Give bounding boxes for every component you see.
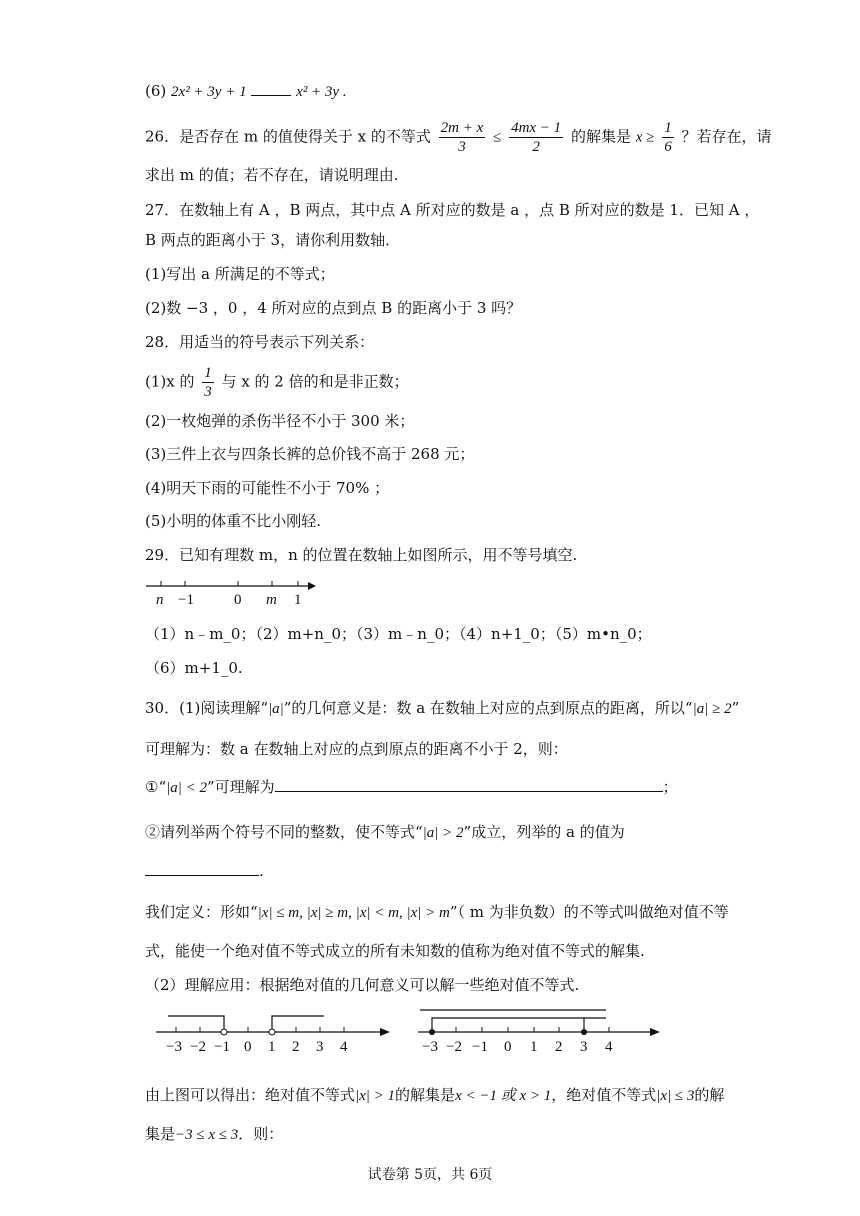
q30-definition1: 我们定义：形如“|x| ≤ m, |x| ≥ m, |x| < m, |x| > m”（ m 为非负数）的不等式叫做绝对值不等 <box>145 903 729 921</box>
axis-label: −1 <box>178 592 194 608</box>
svg-text:1: 1 <box>530 1039 538 1055</box>
q28-line1: 28．用适当的符号表示下列关系： <box>145 333 375 351</box>
q28-part2: (2)一枚炮弹的杀伤半径不小于 300 米； <box>145 412 415 430</box>
q30-conclusion1: 由上图可以得出：绝对值不等式|x| > 1的解集是x < −1 或 x > 1，绝对值不等式|x| ≤ 3的解 <box>145 1086 725 1104</box>
q30-number-line-1 <box>148 1006 398 1056</box>
fraction: $\frac{2m + x}{3}$ <box>440 120 484 155</box>
q29-number-line <box>140 574 330 610</box>
q30-number-line-2 <box>410 1006 670 1056</box>
axis-label: 1 <box>294 592 302 608</box>
q27-line2: B 两点的距离小于 3，请你利用数轴． <box>145 231 401 249</box>
svg-text:4: 4 <box>605 1039 613 1055</box>
expr-left: 2x² + 3y + 1 <box>171 84 247 100</box>
q30-item2-answer: . <box>145 860 264 882</box>
svg-text:4: 4 <box>340 1039 348 1055</box>
q27-line1: 27．在数轴上有 A ，B 两点，其中点 A 所对应的数是 a ，点 B 所对应的数是 1．已知 A ， <box>145 201 760 219</box>
q27-part2: (2)数 −3 ，0 ，4 所对应的点到点 B 的距离小于 3 吗？ <box>145 299 522 317</box>
q30-line1: 30．(1)阅读理解“|a|”的几何意义是：数 a 在数轴上对应的点到原点的距离，所以“|a| ≥ 2” <box>145 699 740 717</box>
svg-text:2: 2 <box>292 1039 300 1055</box>
axis-label: 0 <box>234 592 242 608</box>
fraction: $\frac{1}{3}$ <box>204 365 212 400</box>
expr-right: x² + 3y . <box>296 84 347 100</box>
q25-part6: (6) 2x² + 3y + 1 x² + 3y . <box>145 82 347 100</box>
svg-text:−2: −2 <box>190 1039 206 1055</box>
q28-part1: (1)x 的 $\frac{1}{3}$ 与 x 的 2 倍的和是非正数； <box>145 365 409 400</box>
q27-part1: (1)写出 a 所满足的不等式； <box>145 265 335 283</box>
q30-item2: ②请列举两个符号不同的整数，使不等式“|a| > 2”成立，列举的 a 的值为 <box>145 823 625 841</box>
svg-text:2: 2 <box>555 1039 563 1055</box>
q30-definition2: 式，能使一个绝对值不等式成立的所有未知数的值称为绝对值不等式的解集. <box>145 942 645 960</box>
q30-part2: （2）理解应用：根据绝对值的几何意义可以解一些绝对值不等式. <box>145 976 580 994</box>
fraction: $\frac{1}{6}$ <box>664 120 672 155</box>
svg-text:3: 3 <box>580 1039 588 1055</box>
svg-text:−3: −3 <box>422 1039 438 1055</box>
q28-part4: (4)明天下雨的可能性不小于 70% ； <box>145 479 390 497</box>
q29-items: （1）n﹣m_0；（2）m+n_0；（3）m﹣n_0；（4）n+1_0；（5）m•n_0； <box>145 625 652 643</box>
svg-text:0: 0 <box>244 1039 252 1055</box>
answer-blank[interactable] <box>275 791 663 792</box>
answer-blank[interactable] <box>145 875 259 876</box>
fraction: $\frac{4mx - 1}{2}$ <box>511 120 562 155</box>
q30-item1: ①“|a| < 2”可理解为 ； <box>145 778 678 796</box>
q29-items: （6）m+1_0. <box>145 659 243 677</box>
svg-text:−2: −2 <box>446 1039 462 1055</box>
axis-label-n: n <box>156 592 164 608</box>
svg-text:−1: −1 <box>472 1039 488 1055</box>
q30-conclusion2: 集是−3 ≤ x ≤ 3．则： <box>145 1125 284 1143</box>
axis-label-m: m <box>266 592 277 608</box>
svg-text:3: 3 <box>316 1039 324 1055</box>
answer-blank[interactable] <box>251 95 291 96</box>
svg-text:−1: −1 <box>214 1039 230 1055</box>
q30-line2: 可理解为：数 a 在数轴上对应的点到原点的距离不小于 2，则： <box>145 740 568 758</box>
q28-part5: (5)小明的体重不比小刚轻. <box>145 512 322 530</box>
svg-text:−3: −3 <box>166 1039 182 1055</box>
q28-part3: (3)三件上衣与四条长裤的总价钱不高于 268 元； <box>145 445 475 463</box>
svg-text:1: 1 <box>268 1039 276 1055</box>
svg-text:0: 0 <box>504 1039 512 1055</box>
q29-line1: 29．已知有理数 m，n 的位置在数轴上如图所示，用不等号填空. <box>145 546 578 564</box>
q26-line2: 求出 m 的值；若不存在，请说明理由. <box>145 166 399 184</box>
page-footer: 试卷第 5页，共 6页 <box>367 1167 493 1183</box>
q26-line1: 26．是否存在 m 的值使得关于 x 的不等式 $\frac{2m + x}{3}$ ≤ $\frac{4mx - 1}{2}$ 的解集是 x ≥ $\frac{1}{6}$ ？若存在，请 <box>145 120 772 155</box>
